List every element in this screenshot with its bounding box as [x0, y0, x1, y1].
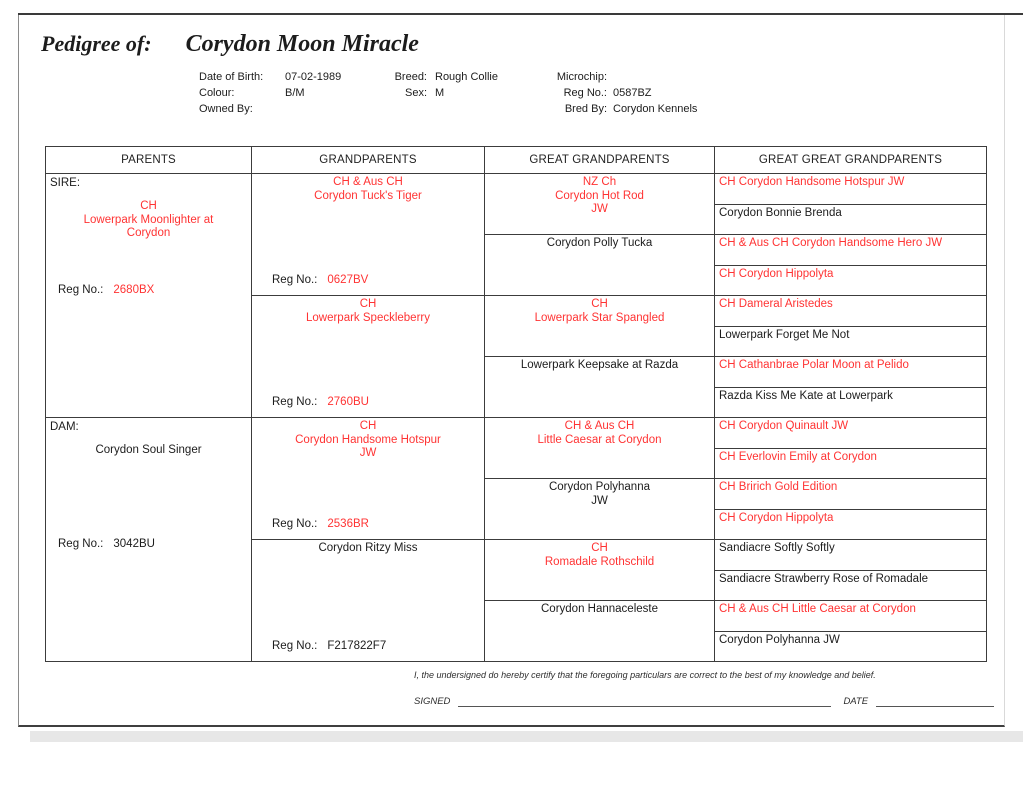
signature-row [414, 693, 994, 707]
great-grandparent-name: NZ Ch Corydon Hot Rod JW [555, 176, 644, 215]
ancestor-name: CH Dameral Aristedes [719, 298, 833, 310]
column-header-great-grandparents: GREAT GRANDPARENTS [485, 147, 715, 174]
great-grandparent-name: Corydon Hannaceleste [541, 603, 658, 615]
colour-value: B/M [285, 87, 305, 99]
ancestor-name: CH Corydon Hippolyta [719, 267, 834, 280]
signed-label: SIGNED [414, 696, 451, 707]
sire-label: SIRE: [50, 177, 81, 189]
bred-by-label: Bred By: [564, 103, 607, 115]
ancestor-name: Razda Kiss Me Kate at Lowerpark [719, 389, 893, 402]
great-grandparent-name: CH Lowerpark Star Spangled [534, 298, 665, 324]
signed-signature-line [458, 693, 831, 707]
microchip-label: Microchip: [556, 71, 607, 83]
column-header-grandparents: GRANDPARENTS [252, 147, 485, 174]
sex-value: M [435, 87, 445, 99]
ancestor-name: Sandiacre Softly Softly [719, 542, 835, 554]
great-grandparent-cell-6 [485, 479, 715, 540]
great-grandparent-name: Corydon Polyhanna JW [548, 481, 650, 507]
ancestor-name: CH Everlovin Emily at Corydon [719, 450, 877, 463]
ancestor-name: CH Corydon Hippolyta [719, 511, 834, 524]
grandparent-cell-2 [252, 296, 485, 418]
dam-label: DAM: [50, 421, 79, 433]
date-label: DATE [843, 696, 869, 707]
ancestor-name: CH Bririch Gold Edition [719, 481, 838, 493]
reg-no-label: Reg No.: [563, 87, 607, 99]
great-great-grandparent-cell-16 [715, 631, 987, 662]
dam-reg-no [58, 538, 155, 550]
reg-value: 2680BX [113, 284, 155, 296]
ancestor-name: CH Corydon Quinault JW [719, 420, 849, 432]
great-great-grandparent-cell-5 [715, 296, 987, 327]
great-great-grandparent-cell-10 [715, 448, 987, 479]
great-great-grandparent-cell-8 [715, 387, 987, 418]
reg-label: Reg No.: [58, 284, 104, 296]
great-grandparent-name: CH Romadale Rothschild [544, 542, 655, 568]
dog-name-title: Corydon Moon Miracle [185, 31, 419, 57]
great-grandparent-cell-1 [485, 174, 715, 235]
page-title: Pedigree of: [41, 31, 152, 56]
dam-name: Corydon Soul Singer [95, 444, 202, 456]
breed-value: Rough Collie [435, 71, 498, 83]
ancestor-name: Lowerpark Forget Me Not [719, 328, 850, 341]
ancestor-name: Sandiacre Strawberry Rose of Romadale [719, 572, 929, 585]
great-great-grandparent-cell-9 [715, 418, 987, 449]
great-great-grandparent-cell-15 [715, 601, 987, 632]
column-header-parents: PARENTS [46, 147, 252, 174]
reg-label: Reg No.: [272, 640, 318, 652]
grandparent-name: CH Corydon Handsome Hotspur JW [295, 420, 441, 459]
reg-label: Reg No.: [272, 274, 318, 286]
reg-label: Reg No.: [272, 518, 318, 530]
reg-label: Reg No.: [58, 538, 104, 550]
great-great-grandparent-cell-14 [715, 570, 987, 601]
ancestor-name: Corydon Bonnie Brenda [719, 206, 842, 219]
sire-reg-no [58, 284, 154, 296]
great-grandparent-cell-2 [485, 235, 715, 296]
great-great-grandparent-cell-3 [715, 235, 987, 266]
great-grandparent-cell-4 [485, 357, 715, 418]
reg-value: 3042BU [113, 538, 155, 550]
sex-label: Sex: [404, 87, 427, 99]
ancestor-name: CH Cathanbrae Polar Moon at Pelido [719, 359, 909, 371]
info-group-middle [371, 69, 498, 101]
column-header-great-great-grandparents: GREAT GREAT GRANDPARENTS [715, 147, 987, 174]
owned-by-label: Owned By: [199, 103, 253, 115]
great-great-grandparent-cell-13 [715, 540, 987, 571]
great-great-grandparent-cell-12 [715, 509, 987, 540]
certificate-page [18, 15, 1005, 727]
grandparent-name: CH Lowerpark Speckleberry [305, 298, 430, 324]
grandparent-reg-no [272, 518, 369, 530]
date-signature-line [876, 693, 994, 707]
pedigree-table [45, 146, 987, 662]
grandparent-name: Corydon Ritzy Miss [318, 542, 418, 554]
reg-value: F217822F7 [327, 640, 387, 652]
great-great-grandparent-cell-4 [715, 265, 987, 296]
great-great-grandparent-cell-7 [715, 357, 987, 388]
sire-cell [46, 174, 252, 418]
colour-label: Colour: [199, 87, 235, 99]
grandparent-name: CH & Aus CH Corydon Tuck's Tiger [314, 176, 422, 202]
ancestor-name: Corydon Polyhanna JW [719, 633, 840, 646]
reg-no-value: 0587BZ [613, 87, 652, 99]
grandparent-reg-no [272, 640, 386, 652]
grandparent-reg-no [272, 396, 369, 408]
great-great-grandparent-cell-11 [715, 479, 987, 510]
great-great-grandparent-cell-1 [715, 174, 987, 205]
date-of-birth-value: 07-02-1989 [285, 71, 342, 83]
great-grandparent-name: Corydon Polly Tucka [546, 237, 653, 249]
reg-value: 0627BV [327, 274, 369, 286]
ancestor-name: CH & Aus CH Little Caesar at Corydon [719, 603, 916, 615]
sire-name: CH Lowerpark Moonlighter at Corydon [83, 200, 214, 239]
info-group-right [549, 69, 697, 117]
page-drop-shadow [30, 731, 1023, 742]
grandparent-cell-3 [252, 418, 485, 540]
reg-value: 2760BU [327, 396, 369, 408]
certification-statement: I, the undersigned do hereby certify that the foregoing particulars are correct to the best of my knowledge and belief. [414, 670, 876, 680]
great-grandparent-name: Lowerpark Keepsake at Razda [520, 359, 679, 371]
reg-value: 2536BR [327, 518, 369, 530]
great-great-grandparent-cell-6 [715, 326, 987, 357]
title-row [41, 31, 419, 58]
great-grandparent-cell-7 [485, 540, 715, 601]
grandparent-cell-4 [252, 540, 485, 662]
great-grandparent-cell-8 [485, 601, 715, 662]
dam-cell [46, 418, 252, 662]
grandparent-cell-1 [252, 174, 485, 296]
great-great-grandparent-cell-2 [715, 204, 987, 235]
great-grandparent-cell-5 [485, 418, 715, 479]
grandparent-reg-no [272, 274, 368, 286]
reg-label: Reg No.: [272, 396, 318, 408]
ancestor-name: CH Corydon Handsome Hotspur JW [719, 176, 905, 188]
info-group-left [199, 69, 341, 117]
ancestor-name: CH & Aus CH Corydon Handsome Hero JW [719, 237, 943, 249]
great-grandparent-name: CH & Aus CH Little Caesar at Corydon [537, 420, 662, 446]
bred-by-value: Corydon Kennels [613, 103, 698, 115]
date-of-birth-label: Date of Birth: [199, 71, 264, 83]
great-grandparent-cell-3 [485, 296, 715, 357]
breed-label: Breed: [394, 71, 427, 83]
